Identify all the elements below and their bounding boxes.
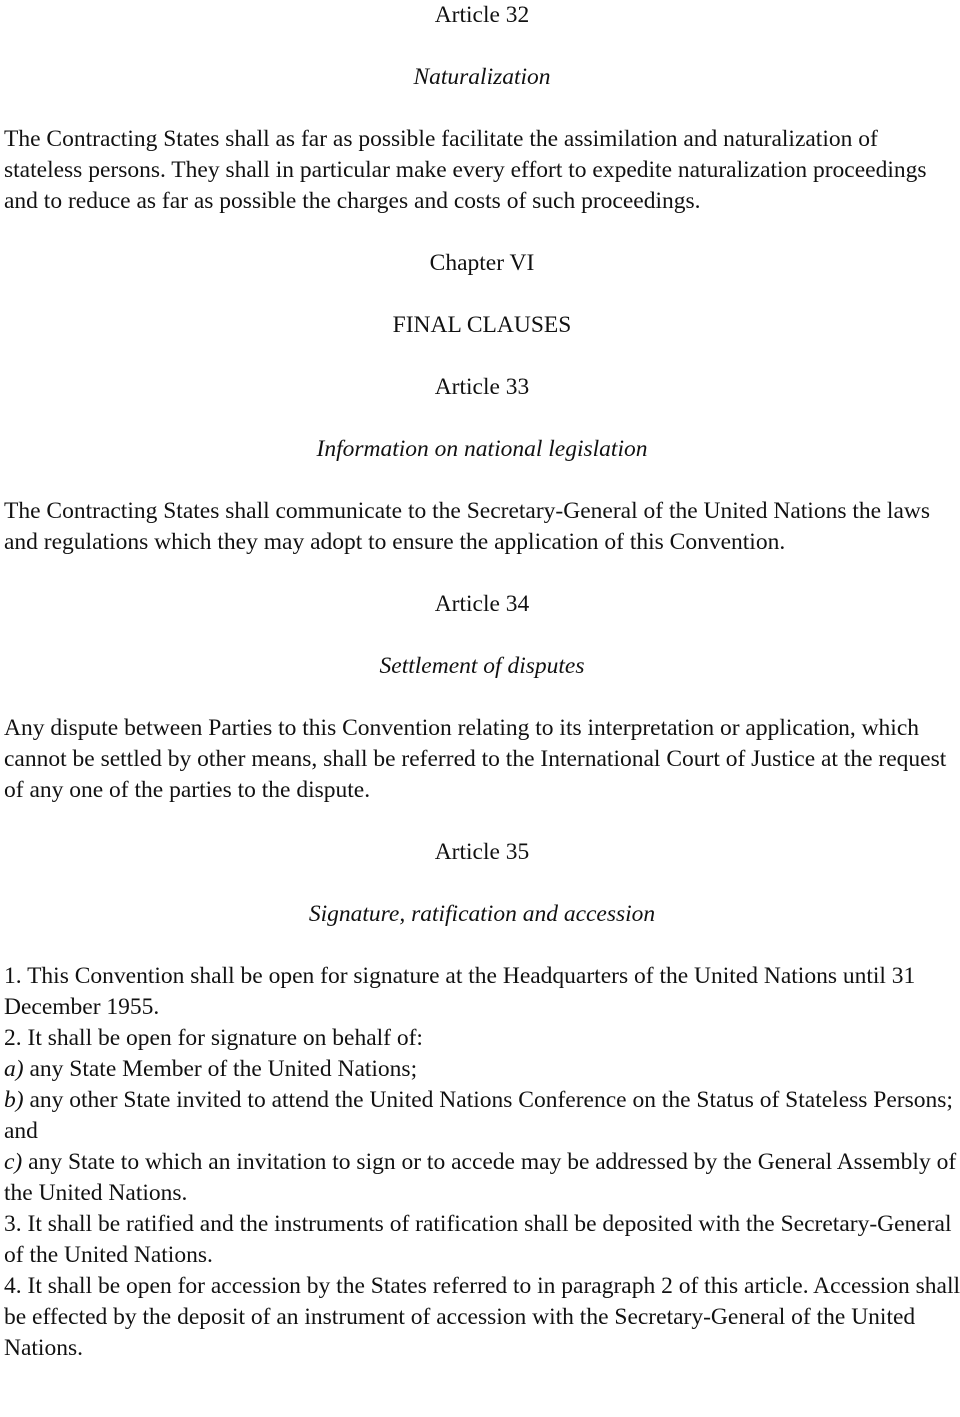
article-35-paragraph-3: 3. It shall be ratified and the instruments of ratification shall be deposited with the Secretary-General of the United Nations. — [4, 1211, 952, 1268]
item-a-text: any State Member of the United Nations; — [23, 1056, 418, 1082]
article-32-body: The Contracting States shall as far as possible facilitate the assimilation and naturalization of stateless persons. They shall in particular make every effort to expedite naturalization proceedings and to reduce as far as possible the charges and costs of such proceedings. — [4, 126, 927, 214]
article-33-title: Information on national legislation — [316, 436, 648, 462]
article-35-paragraph-2: 2. It shall be open for signature on behalf of: — [4, 1025, 423, 1051]
article-33-heading: Article 33 — [434, 374, 530, 400]
article-34-body: Any dispute between Parties to this Convention relating to its interpretation or application, which cannot be settled by other means, shall be referred to the International Court of Justice at the request of any one of the parties to the dispute. — [4, 715, 947, 803]
document-page — [4, 0, 960, 1364]
item-c-text: any State to which an invitation to sign or to accede may be addressed by the General Assembly of the United Nations. — [4, 1149, 957, 1206]
article-32-heading: Article 32 — [434, 2, 530, 28]
article-32-title: Naturalization — [413, 64, 551, 90]
article-35-item-c — [4, 1147, 960, 1209]
item-c-letter: c) — [4, 1149, 23, 1175]
chapter-heading: Chapter VI — [429, 250, 535, 276]
chapter-title: FINAL CLAUSES — [392, 312, 572, 338]
item-b-letter: b) — [4, 1087, 24, 1113]
article-35-title: Signature, ratification and accession — [308, 901, 656, 927]
article-33-body: The Contracting States shall communicate to the Secretary-General of the United Nations the laws and regulations which they may adopt to ensure the application of this Convention. — [4, 498, 931, 555]
item-b-text: any other State invited to attend the United Nations Conference on the Status of Stateless Persons; and — [4, 1087, 953, 1144]
article-35-paragraph-4: 4. It shall be open for accession by the States referred to in paragraph 2 of this article. Accession shall be effected by the deposit of an instrument of accession with the Secretary-General of the United Nations. — [4, 1273, 960, 1361]
article-35-heading: Article 35 — [434, 839, 530, 865]
article-34-title: Settlement of disputes — [379, 653, 585, 679]
article-35-paragraph-1: 1. This Convention shall be open for signature at the Headquarters of the United Nations until 31 December 1955. — [4, 963, 916, 1020]
article-34-heading: Article 34 — [434, 591, 530, 617]
article-35-item-a — [4, 1054, 960, 1085]
item-a-letter: a) — [4, 1056, 24, 1082]
article-35-item-b — [4, 1085, 960, 1147]
